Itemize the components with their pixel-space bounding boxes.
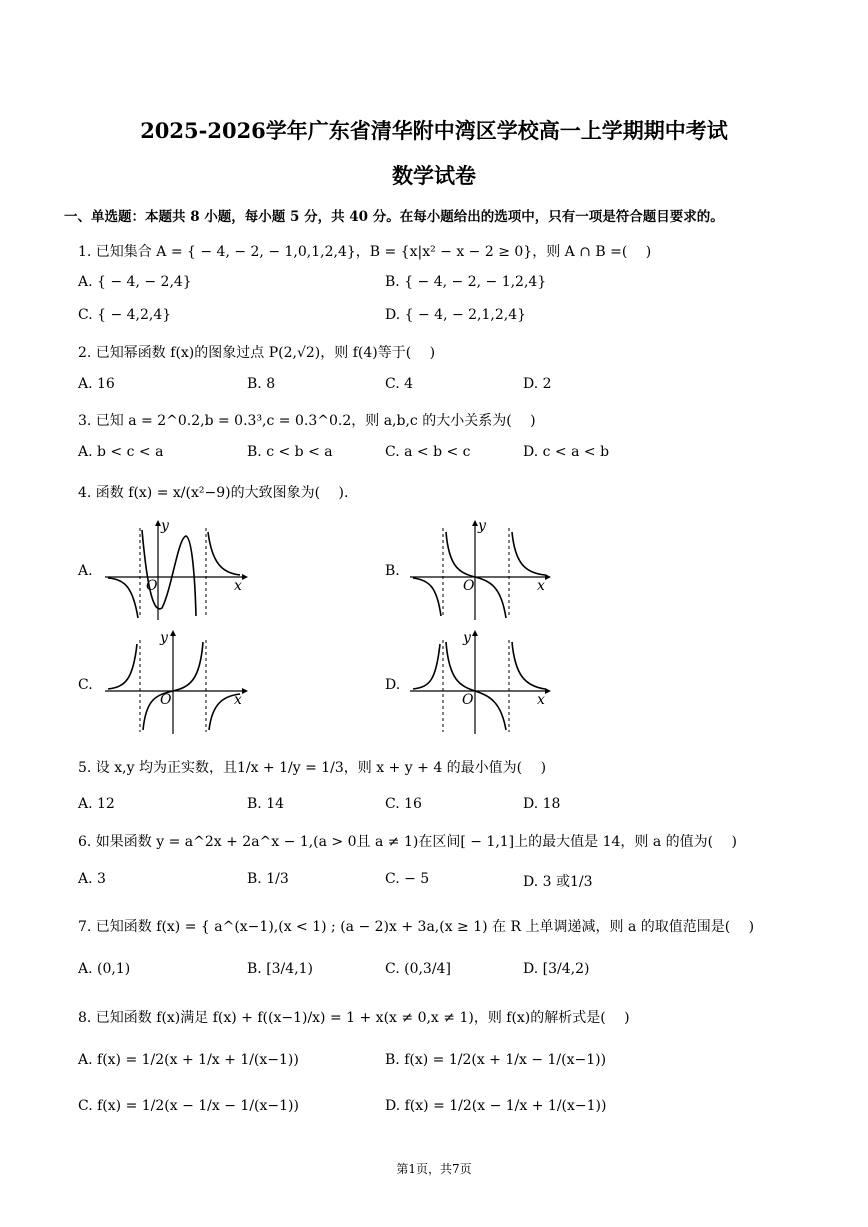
q6-option-c: C. − 5 — [385, 871, 430, 887]
q3-option-c: C. a < b < c — [385, 444, 471, 460]
graph-d — [405, 630, 555, 740]
q1-option-d: D. { − 4, − 2,1,2,4} — [385, 307, 527, 323]
graph-c — [100, 630, 250, 740]
page-footer: 第1页，共7页 — [396, 1162, 472, 1176]
q6-option-a: A. 3 — [78, 871, 106, 887]
question-4: 4. 函数 f(x) = x/(x²−9)的大致图象为( ). — [78, 485, 349, 501]
q7-option-b: B. [3/4,1) — [247, 961, 314, 977]
q7-option-d: D. [3/4,2) — [523, 961, 590, 977]
question-3: 3. 已知 a = 2^0.2,b = 0.3³,c = 0.3^0.2，则 a,b,c 的大小关系为( ) — [78, 413, 536, 429]
graph-b-y-label: y — [478, 518, 486, 534]
q5-option-c: C. 16 — [385, 796, 422, 812]
question-6: 6. 如果函数 y = a^2x + 2a^x − 1,(a > 0且 a ≠ 1)在区间[ − 1,1]上的最大值是 14，则 a 的值为( ) — [78, 834, 738, 850]
q4-option-c: C. — [78, 677, 93, 693]
section-heading: 一、单选题：本题共 8 小题，每小题 5 分，共 40 分。在每小题给出的选项中，只有一项是符合题目要求的。 — [64, 209, 724, 225]
q4-option-d: D. — [385, 677, 401, 693]
question-5: 5. 设 x,y 均为正实数，且1/x + 1/y = 1/3，则 x + y + 4 的最小值为( ) — [78, 760, 547, 776]
q1-option-a: A. { − 4, − 2,4} — [78, 274, 192, 290]
q3-option-d: D. c < a < b — [523, 444, 610, 460]
q3-option-b: B. c < b < a — [247, 444, 333, 460]
graph-b-x-label: x — [537, 578, 545, 594]
graph-a-y-label: y — [161, 518, 169, 534]
q2-option-b: B. 8 — [247, 376, 276, 392]
question-2: 2. 已知幂函数 f(x)的图象过点 P(2,√2)，则 f(4)等于( ) — [78, 345, 436, 361]
page-title: 2025-2026学年广东省清华附中湾区学校高一上学期期中考试 — [140, 118, 728, 143]
q8-option-a: A. f(x) = 1/2(x + 1/x + 1/(x−1)) — [78, 1052, 299, 1068]
q4-option-a: A. — [78, 563, 93, 579]
graph-a-origin-label: O — [146, 578, 158, 594]
q1-option-c: C. { − 4,2,4} — [78, 307, 172, 323]
q5-option-b: B. 14 — [247, 796, 285, 812]
graph-d-origin-label: O — [462, 692, 474, 708]
graph-a-x-label: x — [234, 578, 242, 594]
q7-option-a: A. (0,1) — [78, 961, 131, 977]
q8-option-c: C. f(x) = 1/2(x − 1/x − 1/(x−1)) — [78, 1098, 299, 1114]
graph-b — [405, 518, 555, 628]
q4-option-b: B. — [385, 563, 400, 579]
q1-option-b: B. { − 4, − 2, − 1,2,4} — [385, 274, 547, 290]
q2-option-c: C. 4 — [385, 376, 414, 392]
question-8: 8. 已知函数 f(x)满足 f(x) + f((x−1)/x) = 1 + x(x ≠ 0,x ≠ 1)，则 f(x)的解析式是( ) — [78, 1010, 630, 1026]
graph-d-x-label: x — [537, 692, 545, 708]
q8-option-d: D. f(x) = 1/2(x − 1/x + 1/(x−1)) — [385, 1098, 607, 1114]
q2-option-d: D. 2 — [523, 376, 552, 392]
graph-c-origin-label: O — [160, 692, 172, 708]
q5-option-d: D. 18 — [523, 796, 561, 812]
q6-option-b: B. 1/3 — [247, 871, 289, 887]
q3-option-a: A. b < c < a — [78, 444, 164, 460]
graph-d-y-label: y — [463, 630, 471, 646]
q6-option-d: D. 3 或1/3 — [523, 874, 593, 890]
q5-option-a: A. 12 — [78, 796, 115, 812]
q7-option-c: C. (0,3/4] — [385, 961, 451, 977]
question-1: 1. 已知集合 A = { − 4, − 2, − 1,0,1,2,4}，B = {x|x² − x − 2 ≥ 0}，则 A ∩ B =( ) — [78, 244, 652, 260]
graph-b-origin-label: O — [463, 578, 475, 594]
q8-option-b: B. f(x) = 1/2(x + 1/x − 1/(x−1)) — [385, 1052, 607, 1068]
graph-c-x-label: x — [234, 692, 242, 708]
page-subtitle: 数学试卷 — [392, 163, 476, 188]
question-7: 7. 已知函数 f(x) = { a^(x−1),(x < 1) ; (a − 2)x + 3a,(x ≥ 1) 在 R 上单调递减，则 a 的取值范围是( ) — [78, 919, 755, 935]
q2-option-a: A. 16 — [78, 376, 115, 392]
graph-a — [100, 518, 250, 628]
graph-c-y-label: y — [160, 630, 168, 646]
